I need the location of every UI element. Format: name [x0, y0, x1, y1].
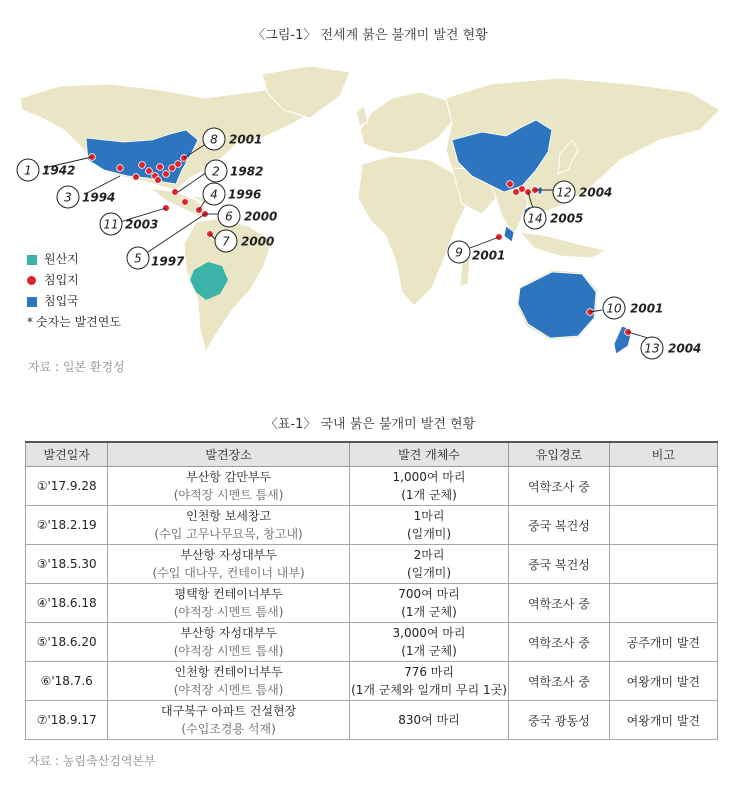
- count-note: (1개 군체): [401, 605, 457, 619]
- site-dot: [163, 171, 170, 178]
- place-name: 대구북구 아파트 건설현장: [161, 704, 297, 718]
- header-remark: 비고: [609, 442, 717, 467]
- count-value: 1,000여 마리: [392, 470, 466, 484]
- svg-text:1942: 1942: [42, 163, 76, 178]
- svg-text:10: 10: [606, 301, 622, 316]
- header-count: 발견 개체수: [349, 442, 508, 467]
- place-note: (야적장 시멘트 틈새): [173, 488, 284, 502]
- cell-date: ⑤'18.6.20: [26, 623, 108, 662]
- svg-text:3: 3: [64, 190, 72, 205]
- africa-land: [358, 156, 470, 306]
- legend-invaded-site-label: 침입지: [44, 273, 79, 287]
- europe-land: [360, 92, 452, 154]
- map-label-1: [17, 159, 75, 181]
- place-note: (수입 고무나무묘목, 창고내): [154, 527, 303, 541]
- map-label-14: [524, 207, 583, 229]
- legend-note-text: 숫자는 발견연도: [36, 315, 121, 329]
- cell-route: 역학조사 중: [509, 467, 609, 506]
- cell-route: 중국 복건성: [509, 545, 609, 584]
- cell-date: ③'18.5.30: [26, 545, 108, 584]
- map-label-6: [218, 205, 277, 227]
- count-value: 3,000여 마리: [392, 626, 466, 640]
- place-name: 평택항 컨테이너부두: [174, 587, 283, 601]
- cell-date: ⑦'18.9.17: [26, 701, 108, 740]
- site-dot: [133, 174, 140, 181]
- cell-place: [108, 662, 349, 701]
- map-source: 자료 : 일본 환경성: [28, 360, 125, 374]
- svg-text:2004: 2004: [579, 185, 613, 200]
- map-label-2: [205, 160, 263, 182]
- cell-route: 역학조사 중: [509, 584, 609, 623]
- map-legend: [27, 249, 121, 333]
- svg-text:1982: 1982: [230, 164, 264, 179]
- place-note: (수입조경용 석재): [181, 722, 276, 736]
- central-america-land: [150, 188, 210, 218]
- legend-origin-label: 원산지: [44, 252, 79, 266]
- site-dot: [139, 162, 146, 169]
- table-header-row: [26, 442, 718, 467]
- cell-place: [108, 467, 349, 506]
- table-title: 〈표-1〉 국내 붉은 불개미 발견 현황: [264, 417, 476, 432]
- table-row: [26, 701, 718, 740]
- india-land: [492, 186, 528, 236]
- cell-place: [108, 623, 349, 662]
- svg-text:1: 1: [24, 163, 32, 178]
- svg-text:6: 6: [225, 209, 233, 224]
- map-label-13: [641, 337, 701, 359]
- place-note: (수입 대나무, 컨테이너 내부): [152, 566, 305, 580]
- cell-remark: [609, 584, 717, 623]
- cell-route: 중국 광동성: [509, 701, 609, 740]
- place-name: 부산항 자성대부두: [180, 626, 277, 640]
- table-row: [26, 584, 718, 623]
- cell-place: [108, 545, 349, 584]
- svg-text:12: 12: [556, 185, 572, 200]
- svg-text:11: 11: [103, 217, 119, 232]
- indonesia-land: [520, 232, 606, 258]
- origin-swatch: [27, 255, 37, 265]
- map-label-4: [203, 183, 261, 205]
- count-note: (일개미): [406, 527, 452, 541]
- cell-count: [349, 662, 508, 701]
- count-value: 700여 마리: [398, 587, 460, 601]
- count-note: (일개미): [406, 566, 452, 580]
- count-note: (1개 군체와 일개미 무리 1곳): [351, 683, 507, 697]
- svg-text:2003: 2003: [125, 217, 159, 232]
- svg-text:14: 14: [527, 211, 543, 226]
- site-dot: [169, 165, 176, 172]
- cell-remark: 여왕개미 발견: [609, 662, 717, 701]
- cell-date: ②'18.2.19: [26, 506, 108, 545]
- map-label-11: [100, 213, 158, 235]
- svg-text:5: 5: [134, 251, 142, 266]
- map-label-9: [448, 241, 505, 263]
- header-place: 발견장소: [108, 442, 349, 467]
- svg-text:2001: 2001: [630, 301, 664, 316]
- place-note: (야적장 시멘트 틈새): [173, 644, 284, 658]
- cell-count: [349, 701, 508, 740]
- svg-text:1996: 1996: [228, 187, 262, 202]
- svg-text:9: 9: [455, 245, 463, 260]
- map-label-5: [127, 247, 185, 269]
- svg-text:2000: 2000: [244, 209, 278, 224]
- count-value: 2마리: [413, 548, 445, 562]
- cell-remark: 여왕개미 발견: [609, 701, 717, 740]
- svg-text:8: 8: [210, 132, 218, 147]
- svg-text:2001: 2001: [229, 132, 263, 147]
- legend-note-star: *: [27, 315, 33, 329]
- cell-place: [108, 584, 349, 623]
- cell-count: [349, 467, 508, 506]
- discovery-table: [25, 441, 718, 740]
- count-value: 1마리: [413, 509, 445, 523]
- uk-land: [356, 106, 368, 126]
- cell-remark: [609, 467, 717, 506]
- svg-text:2005: 2005: [550, 211, 584, 226]
- count-note: (1개 군체): [401, 644, 457, 658]
- table-row: [26, 467, 718, 506]
- invaded-country-swatch: [27, 297, 37, 307]
- place-name: 부산항 자성대부두: [180, 548, 277, 562]
- place-note: (야적장 시멘트 틈새): [173, 683, 284, 697]
- count-value: 830여 마리: [398, 713, 460, 727]
- table-row: [26, 506, 718, 545]
- site-dot: [182, 199, 189, 206]
- svg-text:2: 2: [212, 164, 220, 179]
- table-source: 자료 : 농림축산검역본부: [28, 754, 156, 768]
- cell-count: [349, 584, 508, 623]
- place-name: 인천항 보세창고: [186, 509, 272, 523]
- header-route: 유입경로: [509, 442, 609, 467]
- site-dot: [175, 161, 182, 168]
- site-dot: [507, 181, 514, 188]
- svg-text:2004: 2004: [668, 341, 702, 356]
- svg-text:13: 13: [644, 341, 660, 356]
- legend-origin: [27, 249, 121, 270]
- place-name: 인천항 컨테이너부두: [174, 665, 283, 679]
- svg-text:4: 4: [210, 187, 218, 202]
- site-dot: [146, 168, 153, 175]
- cell-remark: [609, 545, 717, 584]
- cell-route: 역학조사 중: [509, 623, 609, 662]
- table-row: [26, 623, 718, 662]
- table-row: [26, 545, 718, 584]
- map-label-3: [57, 186, 115, 208]
- cell-date: ⑥'18.7.6: [26, 662, 108, 701]
- cell-date: ①'17.9.28: [26, 467, 108, 506]
- svg-text:1997: 1997: [151, 254, 185, 269]
- cell-remark: [609, 506, 717, 545]
- cell-count: [349, 506, 508, 545]
- place-name: 부산항 감만부두: [186, 470, 272, 484]
- svg-text:2000: 2000: [241, 234, 275, 249]
- site-dot: [157, 164, 164, 171]
- header-date: 발견일자: [26, 442, 108, 467]
- legend-invaded-country: [27, 291, 121, 312]
- table-row: [26, 662, 718, 701]
- cell-count: [349, 545, 508, 584]
- site-dot: [172, 189, 179, 196]
- cell-date: ④'18.6.18: [26, 584, 108, 623]
- svg-text:2001: 2001: [472, 248, 506, 263]
- map-label-10: [603, 297, 663, 319]
- cell-place: [108, 506, 349, 545]
- svg-text:7: 7: [222, 234, 230, 249]
- cell-route: 역학조사 중: [509, 662, 609, 701]
- legend-invaded-site: [27, 270, 121, 291]
- count-value: 776 마리: [404, 665, 454, 679]
- place-note: (야적장 시멘트 틈새): [173, 605, 284, 619]
- invaded-site-swatch: [27, 276, 36, 285]
- figure-title: 〈그림-1〉 전세계 붉은 불개미 발견 현황: [252, 28, 488, 43]
- count-note: (1개 군체): [401, 488, 457, 502]
- cell-route: 중국 복건성: [509, 506, 609, 545]
- cell-remark: 공주개미 발견: [609, 623, 717, 662]
- site-dot: [117, 165, 124, 172]
- cell-place: [108, 701, 349, 740]
- site-dot: [155, 177, 162, 184]
- legend-invaded-country-label: 침입국: [44, 294, 79, 308]
- legend-note: [27, 312, 121, 333]
- cell-count: [349, 623, 508, 662]
- svg-text:1994: 1994: [82, 190, 116, 205]
